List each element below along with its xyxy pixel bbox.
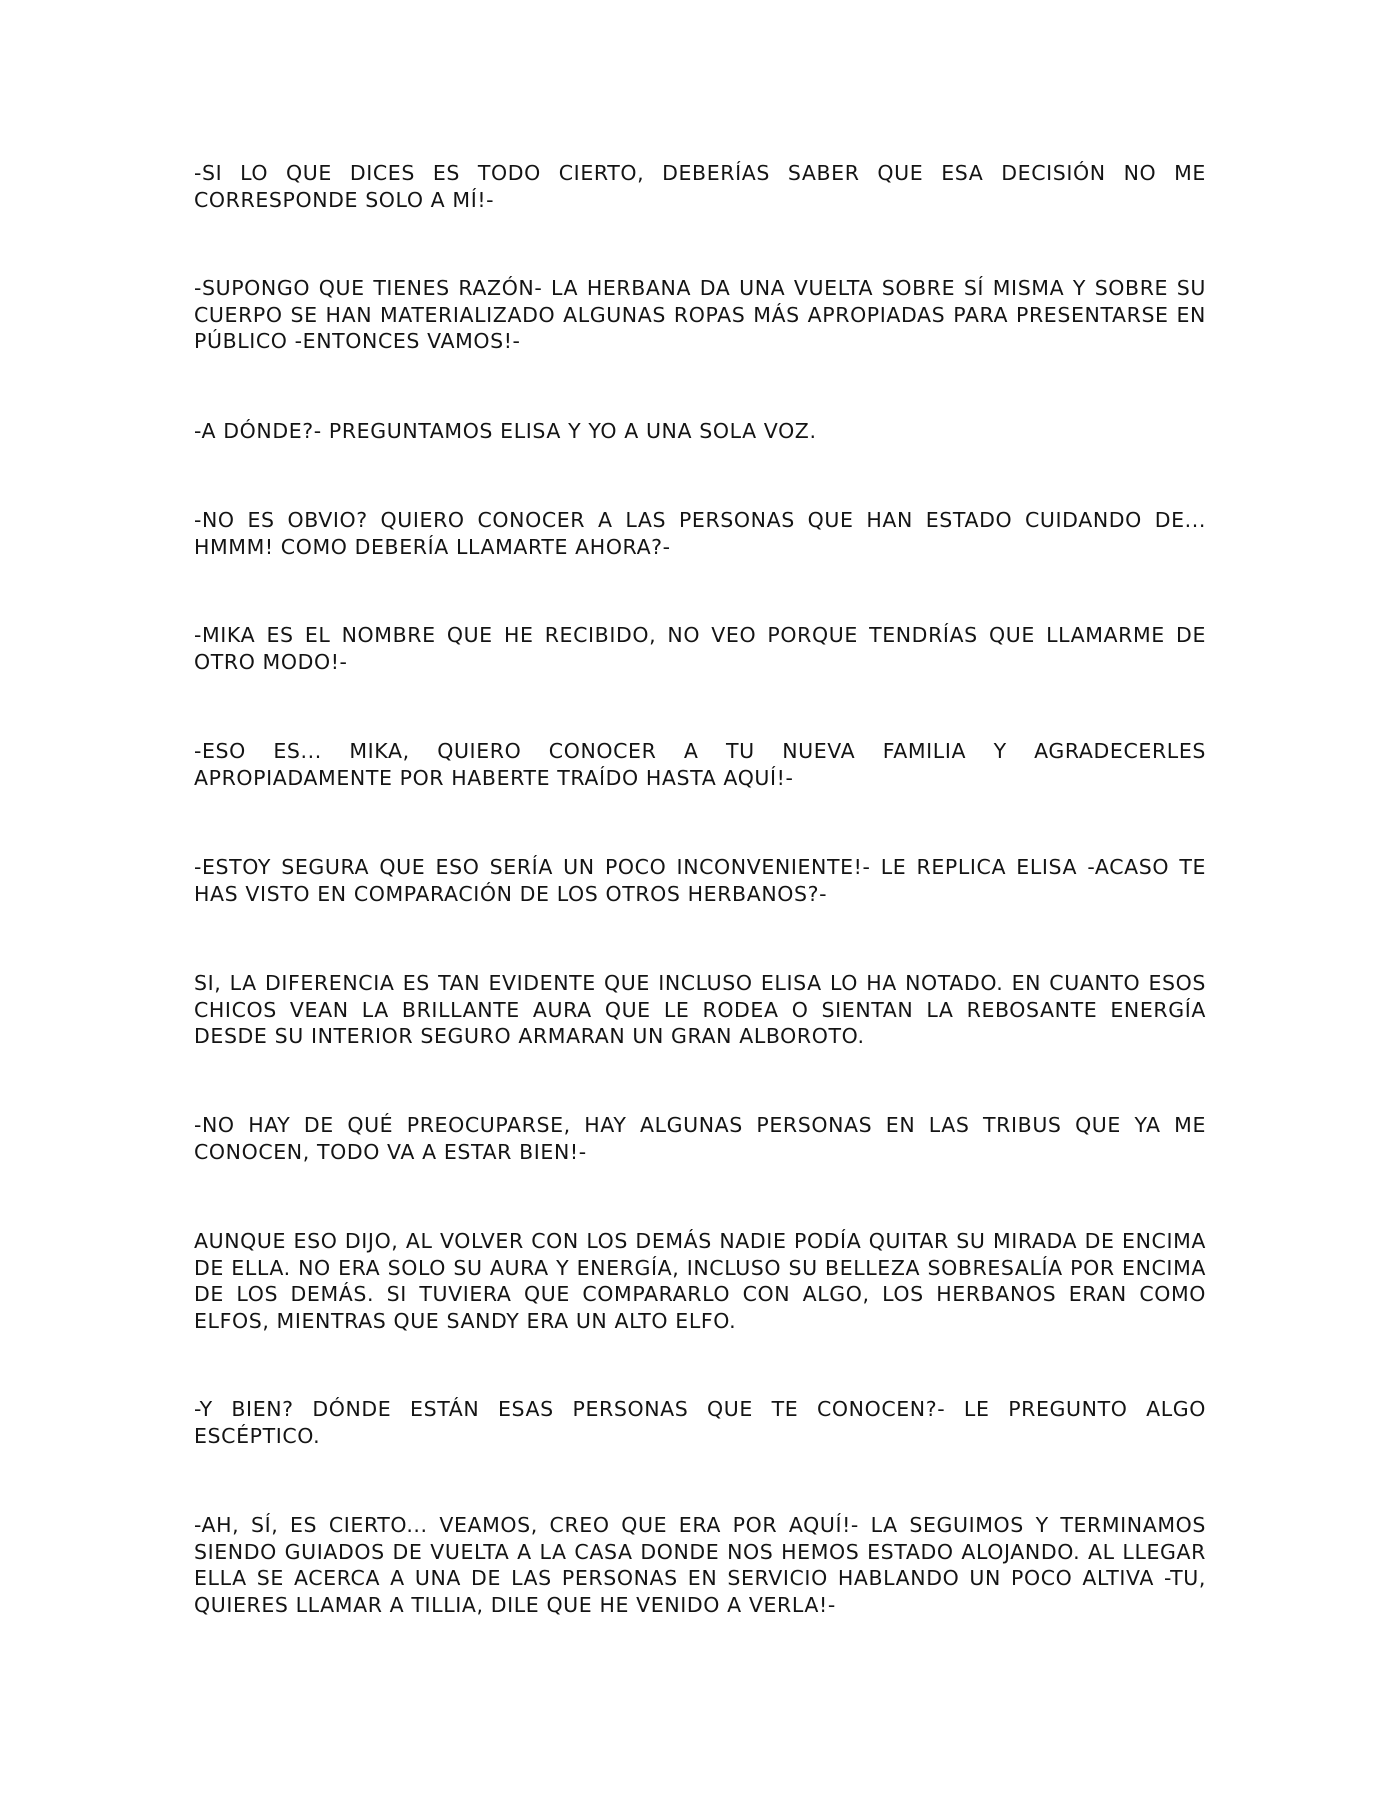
paragraph-1: -SI LO QUE DICES ES TODO CIERTO, DEBERÍAS SABER QUE ESA DECISIÓN NO ME CORRESPONDE SOLO A MÍ!- [194,161,1206,212]
paragraph-4: -NO ES OBVIO? QUIERO CONOCER A LAS PERSONAS QUE HAN ESTADO CUIDANDO DE... HMMM! COMO DEBERÍA LLAMARTE AHORA?- [194,508,1206,559]
paragraph-10: AUNQUE ESO DIJO, AL VOLVER CON LOS DEMÁS NADIE PODÍA QUITAR SU MIRADA DE ENCIMA DE ELLA. NO ERA SOLO SU AURA Y ENERGÍA, INCLUSO SU BELLEZA SOBRESALÍA POR ENCIMA DE LOS DEMÁS. SI TUVIERA QUE COMPARARLO CON ALGO, LOS HERBANOS ERAN COMO ELFOS, MIENTRAS QUE SANDY ERA UN ALTO ELFO. [194,1229,1206,1333]
paragraph-8: SI, LA DIFERENCIA ES TAN EVIDENTE QUE INCLUSO ELISA LO HA NOTADO. EN CUANTO ESOS CHICOS VEAN LA BRILLANTE AURA QUE LE RODEA O SIENTAN LA REBOSANTE ENERGÍA DESDE SU INTERIOR SEGURO ARMARAN UN GRAN ALBOROTO. [194,971,1206,1048]
paragraph-5: -MIKA ES EL NOMBRE QUE HE RECIBIDO, NO VEO PORQUE TENDRÍAS QUE LLAMARME DE OTRO MODO!- [194,623,1206,674]
paragraph-2: -SUPONGO QUE TIENES RAZÓN- LA HERBANA DA UNA VUELTA SOBRE SÍ MISMA Y SOBRE SU CUERPO SE HAN MATERIALIZADO ALGUNAS ROPAS MÁS APROPIADAS PARA PRESENTARSE EN PÚBLICO -ENTONCES VAMOS!- [194,276,1206,353]
paragraph-11: -Y BIEN? DÓNDE ESTÁN ESAS PERSONAS QUE TE CONOCEN?- LE PREGUNTO ALGO ESCÉPTICO. [194,1397,1206,1448]
paragraph-6: -ESO ES... MIKA, QUIERO CONOCER A TU NUEVA FAMILIA Y AGRADECERLES APROPIADAMENTE POR HABERTE TRAÍDO HASTA AQUÍ!- [194,739,1206,790]
paragraph-3: -A DÓNDE?- PREGUNTAMOS ELISA Y YO A UNA SOLA VOZ. [194,419,817,443]
paragraph-7: -ESTOY SEGURA QUE ESO SERÍA UN POCO INCONVENIENTE!- LE REPLICA ELISA -ACASO TE HAS VISTO EN COMPARACIÓN DE LOS OTROS HERBANOS?- [194,855,1206,906]
paragraph-12: -AH, SÍ, ES CIERTO... VEAMOS, CREO QUE ERA POR AQUÍ!- LA SEGUIMOS Y TERMINAMOS SIENDO GUIADOS DE VUELTA A LA CASA DONDE NOS HEMOS ESTADO ALOJANDO. AL LLEGAR ELLA SE ACERCA A UNA DE LAS PERSONAS EN SERVICIO HABLANDO UN POCO ALTIVA -TU, QUIERES LLAMAR A TILLIA, DILE QUE HE VENIDO A VERLA!- [194,1513,1206,1617]
paragraph-9: -NO HAY DE QUÉ PREOCUPARSE, HAY ALGUNAS PERSONAS EN LAS TRIBUS QUE YA ME CONOCEN, TODO VA A ESTAR BIEN!- [194,1113,1206,1164]
